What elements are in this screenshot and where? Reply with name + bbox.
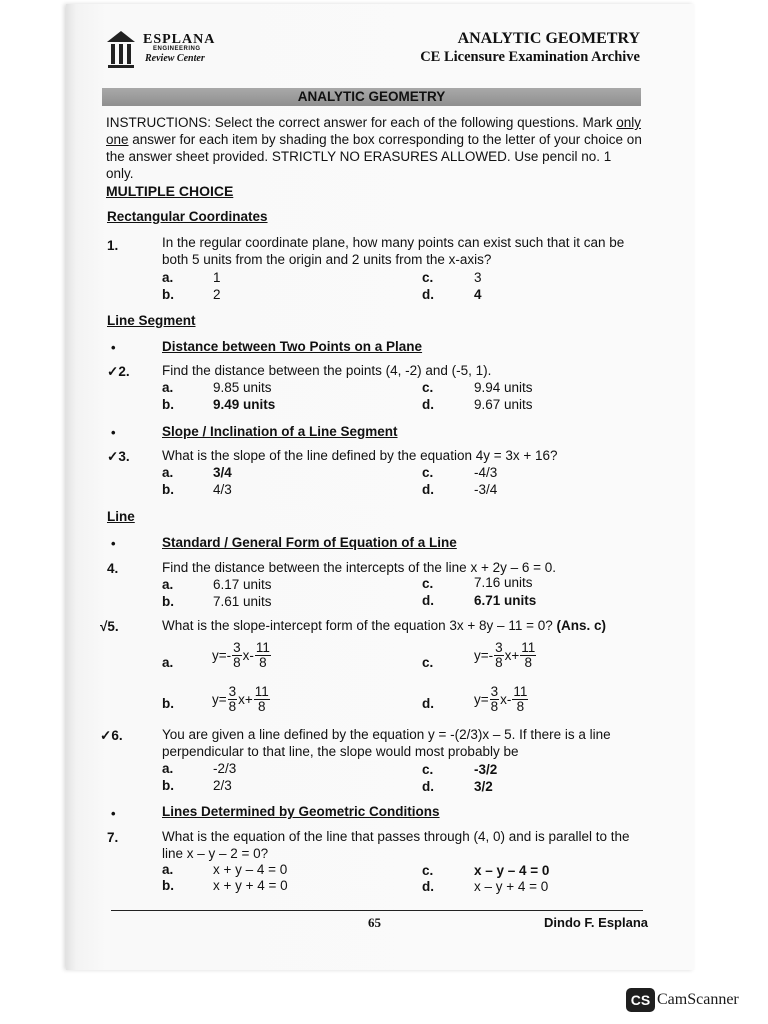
option-label: d.: [422, 593, 434, 608]
option-d: 9.67 units: [474, 397, 533, 412]
check-mark: ✓: [107, 449, 119, 464]
instructions-one: one: [106, 132, 129, 147]
section-line: Line: [107, 509, 135, 524]
subsection-distance: Distance between Two Points on a Plane: [162, 339, 423, 354]
option-label: a.: [162, 465, 174, 480]
formula-prefix: y=-: [212, 648, 232, 663]
option-a-formula: [212, 641, 272, 670]
option-c: -4/3: [474, 465, 498, 480]
check-mark: ✓: [100, 728, 112, 743]
option-b: 9.49 units: [213, 397, 276, 412]
option-b-formula: [212, 685, 271, 714]
option-a: 9.85 units: [213, 380, 272, 395]
camscanner-watermark: [626, 988, 756, 1012]
option-label: b.: [162, 397, 174, 412]
formula-prefix: y=-: [474, 648, 494, 663]
formula-mid: x+: [504, 648, 520, 663]
option-b: 4/3: [213, 482, 232, 497]
logo-tagline: Review Center: [145, 53, 205, 64]
option-c: -3/2: [474, 762, 498, 777]
fraction: [490, 685, 500, 714]
fraction: [228, 685, 238, 714]
numerator: 3: [233, 640, 241, 655]
question-number: 1.: [107, 238, 119, 253]
denominator: 8: [490, 699, 499, 714]
option-label: c.: [422, 655, 434, 670]
option-a: x + y – 4 = 0: [213, 862, 288, 877]
option-label: a.: [162, 270, 174, 285]
option-d-formula: [474, 685, 529, 714]
bullet: •: [111, 340, 116, 355]
numerator: 11: [513, 684, 528, 699]
option-c: 7.16 units: [474, 575, 533, 590]
option-label: d.: [422, 779, 434, 794]
option-label: c.: [422, 465, 434, 480]
question-number: [100, 728, 123, 744]
section-rectangular-coordinates: Rectangular Coordinates: [107, 209, 268, 224]
option-label: b.: [162, 696, 174, 711]
fraction: [512, 685, 528, 714]
multiple-choice-heading: MULTIPLE CHOICE: [106, 183, 234, 199]
option-label: c.: [422, 863, 434, 878]
header-subtitle: CE Licensure Examination Archive: [420, 49, 640, 65]
option-label: a.: [162, 655, 174, 670]
question-number-text: 6.: [111, 728, 123, 743]
instructions-only: only: [616, 115, 641, 130]
question-text: You are given a line defined by the equation y = -(2/3)x – 5. If there is a line perpendicular to that line, the slope would most probably be: [162, 727, 611, 759]
formula-mid: x-: [242, 648, 254, 663]
logo-name: ESPLANA: [143, 32, 216, 47]
option-d: x – y + 4 = 0: [474, 879, 549, 894]
bullet: •: [111, 536, 116, 551]
author-name: Dindo F. Esplana: [544, 915, 649, 930]
option-a: 1: [213, 270, 221, 285]
option-label: d.: [422, 287, 434, 302]
fraction: [494, 641, 504, 670]
formula-mid: x-: [500, 692, 512, 707]
question-number-text: 3.: [118, 449, 130, 464]
option-c-formula: [474, 641, 537, 670]
subsection-standard-form: Standard / General Form of Equation of a Line: [162, 535, 457, 550]
camscanner-logo-icon: CS: [626, 988, 655, 1012]
option-label: b.: [162, 287, 174, 302]
option-label: a.: [162, 380, 174, 395]
option-d: -3/4: [474, 482, 498, 497]
option-label: a.: [162, 862, 174, 877]
option-c: 9.94 units: [474, 380, 533, 395]
question-text: [162, 617, 642, 634]
instructions: [106, 114, 642, 182]
denominator: 8: [259, 655, 267, 670]
question-number: 7.: [107, 830, 119, 845]
question-text: Find the distance between the points (4, -2) and (-5, 1).: [162, 363, 492, 378]
option-label: a.: [162, 577, 174, 592]
question-number: 4.: [107, 561, 119, 576]
numerator: 11: [255, 640, 270, 655]
option-label: d.: [422, 482, 434, 497]
option-label: b.: [162, 594, 174, 609]
bullet: •: [111, 806, 116, 821]
denominator: 8: [233, 655, 241, 670]
question-number: [107, 449, 130, 465]
numerator: 3: [495, 640, 503, 655]
option-d: 6.71 units: [474, 593, 537, 608]
formula-prefix: y=: [212, 692, 227, 707]
option-a: 3/4: [213, 465, 232, 480]
fraction: [255, 641, 271, 670]
building-icon: [105, 28, 137, 72]
logo-subtitle: ENGINEERING: [153, 46, 201, 52]
page-number: 65: [368, 915, 381, 930]
option-d: 3/2: [474, 779, 493, 794]
option-label: c.: [422, 576, 434, 591]
denominator: 8: [228, 699, 237, 714]
option-label: d.: [422, 879, 434, 894]
option-label: d.: [422, 397, 434, 412]
numerator: 3: [490, 684, 499, 699]
answer-note: (Ans. c): [556, 618, 606, 633]
check-mark: ✓: [107, 364, 119, 379]
option-c: x – y – 4 = 0: [474, 863, 550, 878]
option-label: c.: [422, 270, 434, 285]
fraction: [232, 641, 242, 670]
fraction: [254, 685, 270, 714]
option-label: a.: [162, 761, 174, 776]
question-text-main: What is the slope-intercept form of the equation 3x + 8y – 11 = 0?: [162, 618, 557, 633]
option-label: c.: [422, 380, 434, 395]
question-text: Find the distance between the intercepts of the line x + 2y – 6 = 0.: [162, 560, 556, 575]
subsection-geometric-conditions: Lines Determined by Geometric Conditions: [162, 804, 440, 819]
check-mark: √: [100, 619, 108, 634]
question-number-text: 2.: [118, 364, 130, 379]
denominator: 8: [516, 699, 525, 714]
camscanner-text: CamScanner: [657, 991, 739, 1008]
question-number: [100, 619, 119, 634]
footer-divider: [111, 910, 643, 911]
section-line-segment: Line Segment: [107, 313, 196, 328]
question-number-text: 5.: [107, 619, 119, 634]
instructions-part1: INSTRUCTIONS: Select the correct answer for each of the following questions. Mark: [106, 115, 617, 130]
option-c: 3: [474, 270, 482, 285]
question-number: [107, 364, 130, 380]
section-banner: ANALYTIC GEOMETRY: [102, 88, 641, 106]
question-text: What is the slope of the line defined by the equation 4y = 3x + 16?: [162, 448, 558, 463]
denominator: 8: [258, 699, 266, 714]
option-b: x + y + 4 = 0: [213, 878, 288, 893]
esplana-logo: [105, 28, 240, 74]
option-label: b.: [162, 778, 174, 793]
numerator: 11: [521, 640, 536, 655]
option-label: b.: [162, 878, 174, 893]
numerator: 3: [228, 684, 237, 699]
formula-prefix: y=: [474, 692, 489, 707]
option-d: 4: [474, 287, 482, 302]
header-title: ANALYTIC GEOMETRY: [457, 30, 640, 47]
option-a: 6.17 units: [213, 577, 272, 592]
numerator: 11: [254, 684, 269, 699]
fraction: [520, 641, 536, 670]
formula-mid: x+: [238, 692, 253, 707]
option-b: 2: [213, 287, 221, 302]
option-b: 7.61 units: [213, 594, 272, 609]
question-text: What is the equation of the line that passes through (4, 0) and is parallel to the line x – y – 2 = 0?: [162, 829, 630, 861]
option-label: b.: [162, 482, 174, 497]
option-label: d.: [422, 696, 434, 711]
option-b: 2/3: [213, 778, 232, 793]
question-text: In the regular coordinate plane, how many points can exist such that it can be both 5 units from the origin and 2 units from the x-axis?: [162, 235, 625, 267]
subsection-slope: Slope / Inclination of a Line Segment: [162, 424, 398, 439]
denominator: 8: [524, 655, 533, 670]
denominator: 8: [495, 655, 503, 670]
instructions-part2: answer for each item by shading the box corresponding to the letter of your choice on the answer sheet provided. STRICTLY NO ERASURES ALLOWED. Use pencil no. 1 only.: [106, 132, 642, 181]
option-label: c.: [422, 762, 434, 777]
bullet: •: [111, 425, 116, 440]
option-a: -2/3: [213, 761, 237, 776]
